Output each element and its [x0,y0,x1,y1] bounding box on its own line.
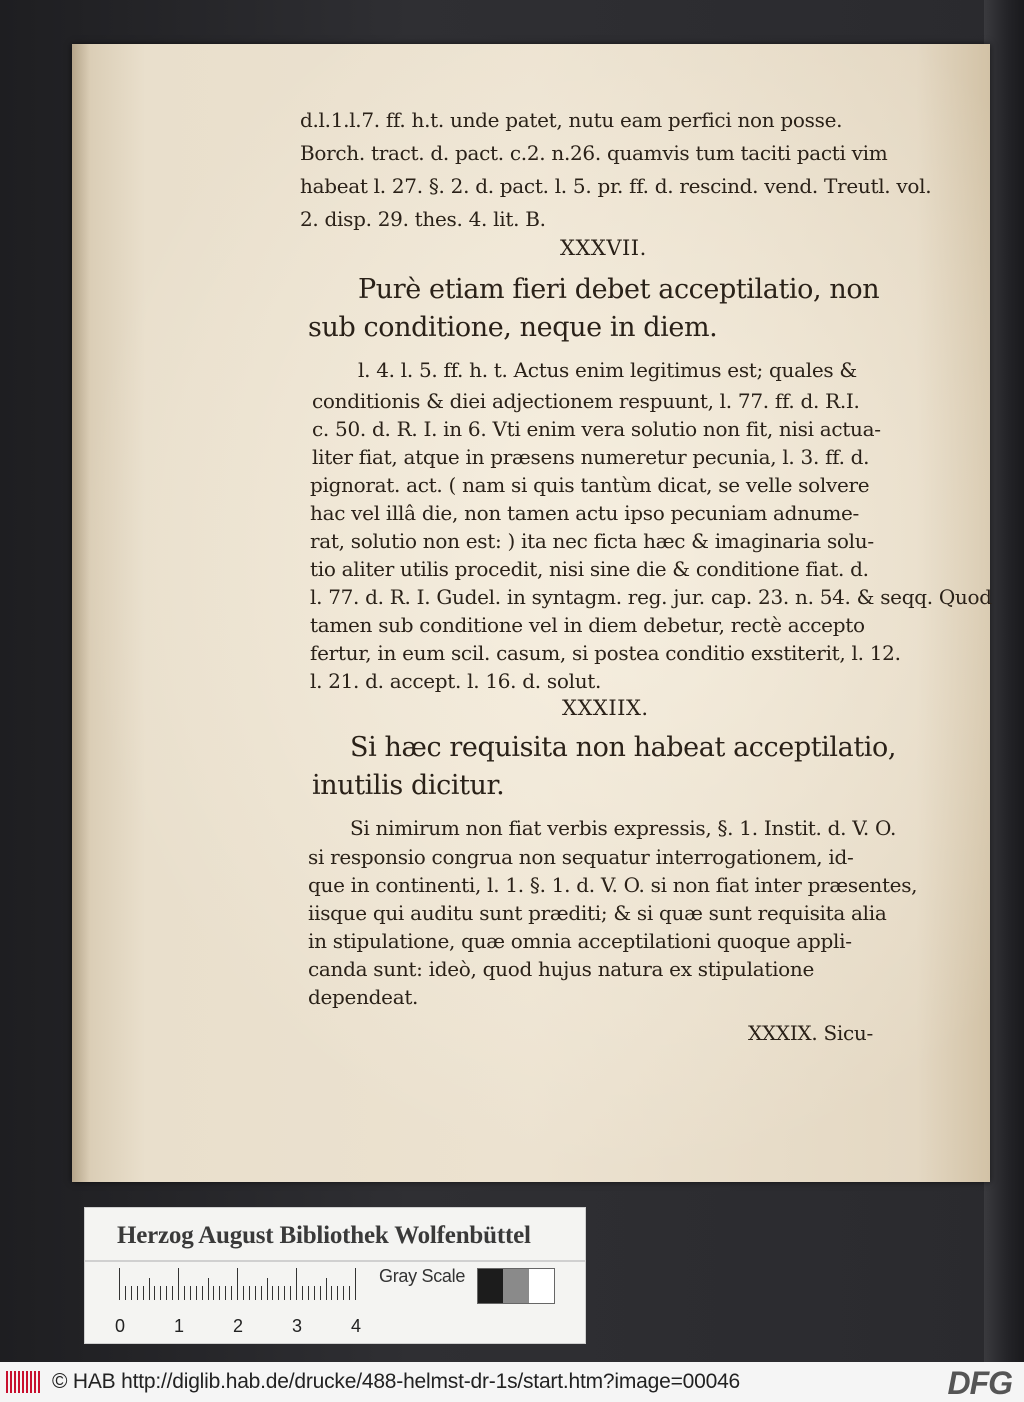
divider [85,1260,585,1262]
ruler-tick [137,1286,138,1300]
text-line: fertur, in eum scil. casum, si postea conditio exstiterit, l. 12. [310,641,901,665]
text-line: liter fiat, atque in præsens numeretur pecunia, l. 3. ff. d. [312,445,870,469]
ruler-tick [225,1286,226,1300]
text-line: si responsio congrua non sequatur interrogationem, id- [308,845,854,869]
section-heading: XXXVII. [560,236,647,260]
ruler-tick [314,1286,315,1300]
ruler-tick [172,1286,173,1300]
text-line: hac vel illâ die, non tamen actu ipso pecuniam adnume- [310,501,859,525]
ruler-tick [237,1268,238,1300]
ruler-tick [208,1278,209,1300]
ruler-tick [202,1286,203,1300]
text-line: Borch. tract. d. pact. c.2. n.26. quamvis tum taciti pacti vim [300,141,888,165]
gray-scale-label: Gray Scale [379,1266,466,1286]
swatch-white [529,1269,554,1303]
ruler-tick [331,1286,332,1300]
text-line: d.l.1.l.7. ff. h.t. unde patet, nutu eam perfici non posse. [300,108,843,132]
text-line: in stipulatione, quæ omnia acceptilationi quoque appli- [308,929,852,953]
thesis-statement: Si hæc requisita non habeat acceptilatio, [350,732,897,763]
text-line: conditionis & diei adjectionem respuunt, l. 77. ff. d. R.I. [312,389,860,413]
text-line: pignorat. act. ( nam si quis tantùm dicat, se velle solvere [310,473,870,497]
library-color-bar [84,1207,586,1344]
ruler-tick [326,1278,327,1300]
catchword: XXXIX. Sicu- [748,1021,873,1045]
ruler-tick [125,1286,126,1300]
text-line: rat, solutio non est: ) ita nec ficta hæc & imaginaria solu- [310,529,874,553]
ruler-tick [343,1286,344,1300]
ruler-tick [131,1286,132,1300]
footer-bar [0,1362,1024,1402]
ruler-tick [231,1286,232,1300]
copyright-url[interactable]: © HAB http://diglib.hab.de/drucke/488-helmst-dr-1s/start.htm?image=00046 [52,1370,741,1393]
ruler-tick [178,1268,179,1300]
ruler-tick [249,1286,250,1300]
ruler-tick [219,1286,220,1300]
thesis-statement: inutilis dicitur. [312,770,505,801]
ruler-tick [302,1286,303,1300]
page-gutter-shadow [72,44,90,1182]
text-line: dependeat. [308,985,419,1009]
ruler-tick [184,1286,185,1300]
scale-ruler [119,1268,369,1308]
barcode-icon [6,1371,42,1393]
ruler-tick [190,1286,191,1300]
ruler-tick [296,1268,297,1300]
ruler-tick [308,1286,309,1300]
book-edge [984,0,1024,1362]
ruler-tick [160,1286,161,1300]
ruler-tick [149,1278,150,1300]
section-heading: XXXIIX. [562,696,649,720]
text-line: Si nimirum non fiat verbis expressis, §. 1. Instit. d. V. O. [350,816,897,840]
ruler-tick [261,1286,262,1300]
library-name: Herzog August Bibliothek Wolfenbüttel [117,1222,531,1249]
text-line: iisque qui auditu sunt præditi; & si quæ sunt requisita alia [308,901,887,925]
ruler-tick [290,1286,291,1300]
ruler-tick [255,1286,256,1300]
swatch-black [478,1269,503,1303]
ruler-tick [213,1286,214,1300]
text-line: que in continenti, l. 1. §. 1. d. V. O. si non fiat inter præsentes, [308,873,918,897]
text-line: tamen sub conditione vel in diem debetur, rectè accepto [310,613,865,637]
ruler-number: 2 [233,1316,244,1336]
text-line: l. 21. d. accept. l. 16. d. solut. [310,669,602,693]
text-line: habeat l. 27. §. 2. d. pact. l. 5. pr. ff. d. rescind. vend. Treutl. vol. [300,174,932,198]
ruler-tick [166,1286,167,1300]
ruler-tick [337,1286,338,1300]
text-line: c. 50. d. R. I. in 6. Vti enim vera solutio non fit, nisi actua- [312,417,881,441]
ruler-tick [349,1286,350,1300]
ruler-number: 0 [115,1316,126,1336]
ruler-number: 1 [174,1316,185,1336]
ruler-tick [119,1268,120,1300]
text-line: 2. disp. 29. thes. 4. lit. B. [300,207,546,231]
ruler-tick [143,1286,144,1300]
ruler-number: 4 [351,1316,362,1336]
text-line: l. 4. l. 5. ff. h. t. Actus enim legitimus est; quales & [358,358,857,382]
gray-scale-swatches [477,1268,555,1304]
text-line: canda sunt: ideò, quod hujus natura ex stipulatione [308,957,815,981]
ruler-tick [355,1268,356,1300]
ruler-tick [196,1286,197,1300]
ruler-tick [278,1286,279,1300]
swatch-gray [503,1269,528,1303]
ruler-tick [243,1286,244,1300]
dfg-logo: DFG [947,1365,1012,1401]
text-line: l. 77. d. R. I. Gudel. in syntagm. reg. jur. cap. 23. n. 54. & seqq. Quod [310,585,992,609]
ruler-tick [267,1278,268,1300]
ruler-number: 3 [292,1316,303,1336]
thesis-statement: sub conditione, neque in diem. [308,312,718,343]
ruler-tick [284,1286,285,1300]
thesis-statement: Purè etiam fieri debet acceptilatio, non [358,274,880,305]
ruler-tick [154,1286,155,1300]
ruler-tick [272,1286,273,1300]
text-line: tio aliter utilis procedit, nisi sine die & conditione fiat. d. [310,557,869,581]
ruler-tick [320,1286,321,1300]
